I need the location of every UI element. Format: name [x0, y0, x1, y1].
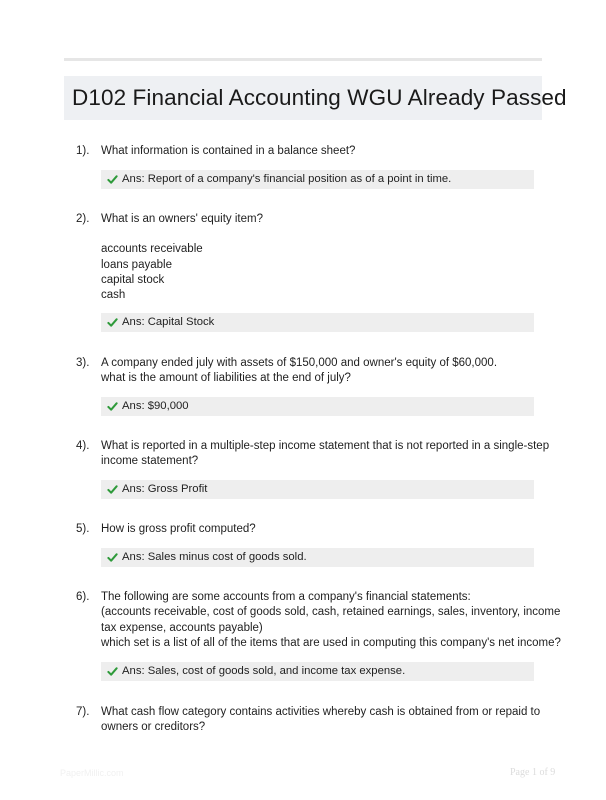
answer-text: Ans: Gross Profit: [122, 483, 208, 495]
question-line: income statement?: [101, 455, 199, 468]
answer-text: Ans: $90,000: [122, 400, 189, 412]
answer-box: [101, 662, 534, 681]
title-banner: [64, 76, 567, 120]
option-item: cash: [101, 289, 126, 302]
answer-box: [101, 548, 534, 567]
question-number: 7).: [76, 706, 90, 718]
question-number: 1).: [76, 145, 90, 157]
answer-box: [101, 313, 534, 332]
question-line: which set is a list of all of the items that are used in computing this company's net income?: [101, 636, 561, 649]
top-divider: [64, 58, 542, 61]
question-line: A company ended july with assets of $150,000 and owner's equity of $60,000.: [101, 357, 498, 369]
question-line: The following are some accounts from a company's financial statements:: [101, 591, 471, 603]
footer-page-number: Page 1 of 9: [510, 767, 556, 778]
question-text: [101, 439, 550, 470]
answer-box: [101, 170, 534, 189]
question-line: what is the amount of liabilities at the end of july?: [101, 372, 351, 385]
answer-text: Ans: Sales minus cost of goods sold.: [122, 551, 307, 563]
question-number: 5).: [76, 523, 90, 535]
check-icon: [107, 317, 118, 328]
answer-text: Ans: Sales, cost of goods sold, and income tax expense.: [122, 665, 406, 677]
question-line: What is an owners' equity item?: [101, 213, 263, 225]
question-number: 2).: [76, 213, 90, 225]
question-text: [101, 356, 541, 387]
question-number: 3).: [76, 357, 90, 369]
answer-text: Ans: Report of a company's financial position as of a point in time.: [122, 173, 452, 185]
option-item: accounts receivable: [101, 243, 203, 256]
option-item: loans payable: [101, 258, 172, 271]
check-icon: [107, 174, 118, 185]
check-icon: [107, 552, 118, 563]
question-text: [101, 522, 541, 537]
document-title: D102 Financial Accounting WGU Already Passed: [72, 85, 567, 110]
question-text: [101, 212, 541, 303]
check-icon: [107, 484, 118, 495]
question-line: How is gross profit computed?: [101, 523, 256, 535]
question-number: 6).: [76, 591, 90, 603]
footer-site-watermark: PaperMillic.com: [60, 768, 124, 778]
answer-box: [101, 397, 534, 416]
question-line: What information is contained in a balance sheet?: [101, 145, 356, 157]
option-list: [101, 242, 541, 303]
question-line: owners or creditors?: [101, 721, 206, 734]
question-text: [101, 144, 541, 159]
check-icon: [107, 666, 118, 677]
question-number: 4).: [76, 440, 90, 452]
option-item: capital stock: [101, 273, 165, 286]
question-text: [101, 705, 541, 736]
question-line: What cash flow category contains activities whereby cash is obtained from or repaid to: [101, 706, 541, 718]
question-line: tax expense, accounts payable): [101, 621, 263, 634]
question-line: What is reported in a multiple-step income statement that is not reported in a single-step: [101, 440, 550, 452]
answer-box: [101, 480, 534, 499]
check-icon: [107, 401, 118, 412]
question-text: [101, 590, 561, 651]
question-line: (accounts receivable, cost of goods sold, cash, retained earnings, sales, inventory, income: [101, 606, 561, 619]
answer-text: Ans: Capital Stock: [122, 316, 215, 328]
